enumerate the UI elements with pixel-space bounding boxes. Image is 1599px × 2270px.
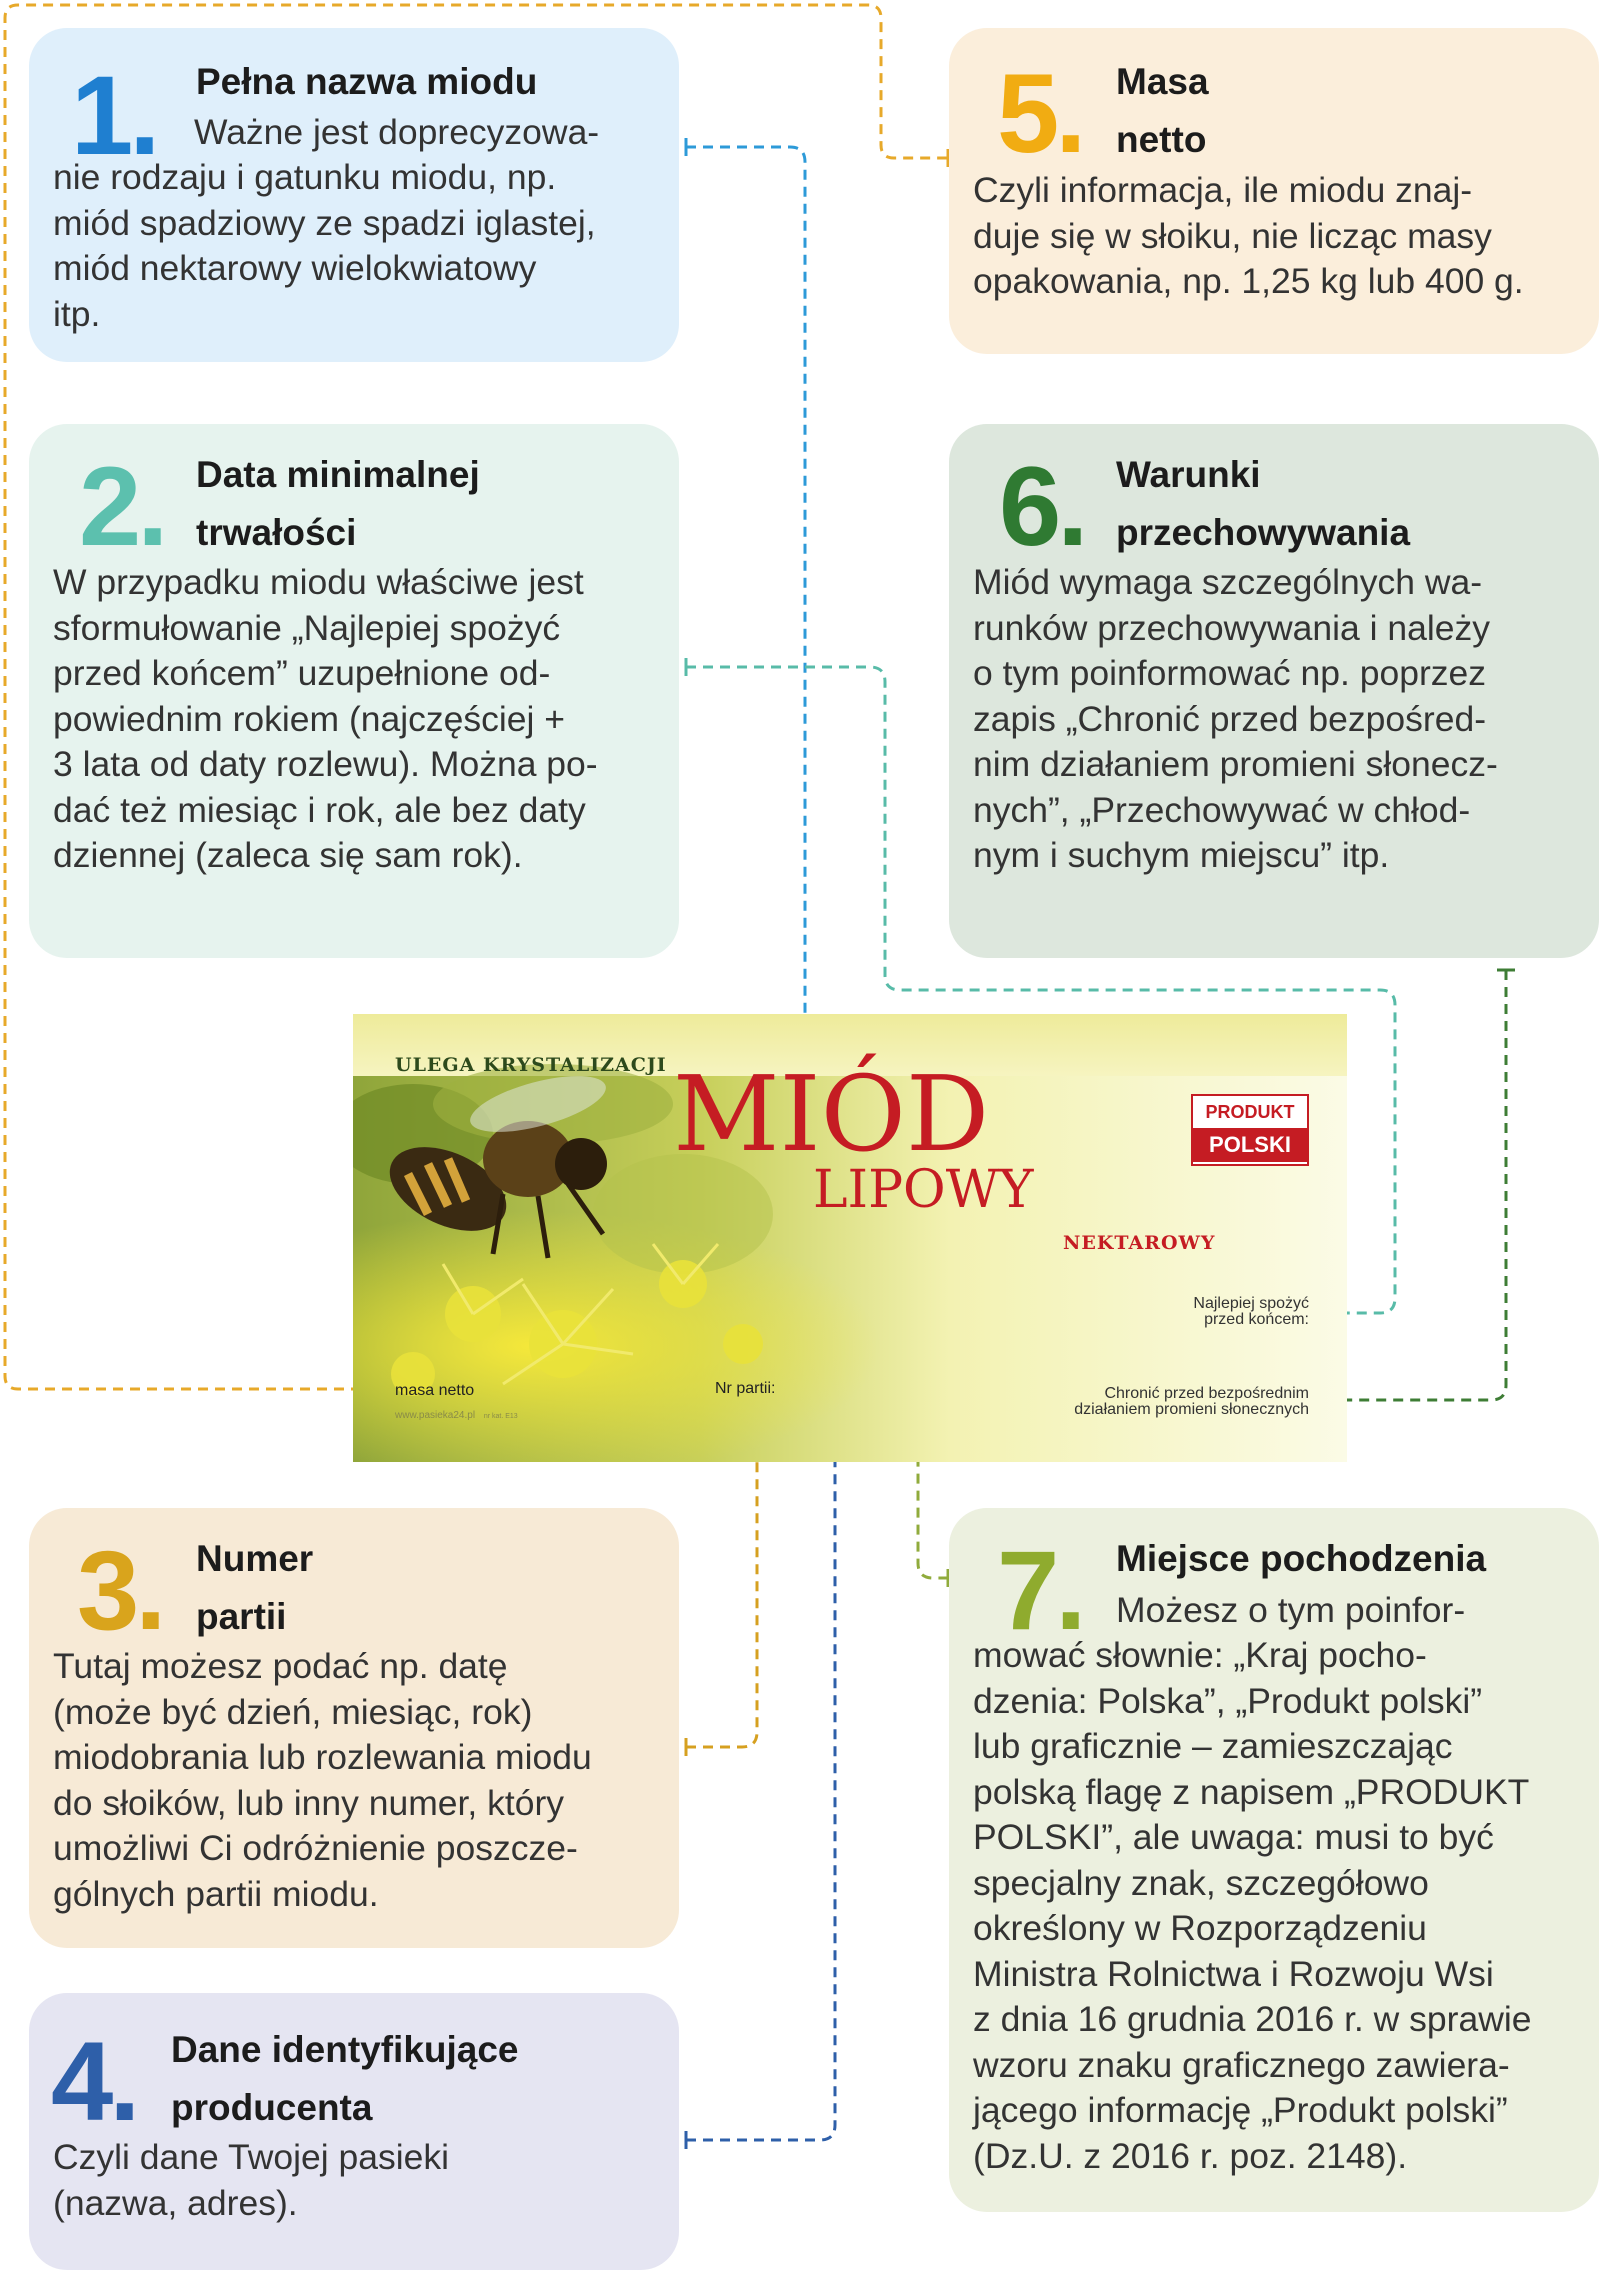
section-7-number: 7. <box>997 1528 1083 1653</box>
section-5-body: Czyli informacja, ile miodu znaj- duje się w słoiku, nie licząc masy opakowania, np. 1,25 kg lub 400 g. <box>973 170 1524 301</box>
section-1-body-rest: nie rodzaju i gatunku miodu, np. miód spadziowy ze spadzi iglastej, miód nektarowy wielokwiatowy itp. <box>53 157 596 334</box>
section-6-number: 6. <box>999 444 1085 569</box>
section-1-number: 1. <box>71 53 157 178</box>
section-2-number: 2. <box>79 444 165 569</box>
section-6-title: Warunki przechowywania <box>1116 454 1411 553</box>
section-2-title: Data minimalnej trwałości <box>196 454 480 553</box>
section-3-title: Numer partii <box>196 1538 314 1637</box>
section-4-card <box>29 1993 679 2270</box>
section-7-body: mować słownie: „Kraj pocho- dzenia: Polska”, „Produkt polski” lub graficznie – zamieszczając polską flagę z napisem „PRODUKT POLSKI”, ale uwaga: musi to być specjalny znak, szczegółowo określony w Rozporządzeniu Ministra Rolnictwa i Rozwoju Wsi z dnia 16 grudnia 2016 r. w sprawie wzoru znaku graficznego zawiera- jącego informację „Produkt polski” (Dz.U. z 2016 r. poz. 2148). <box>973 1635 1532 2176</box>
label-lipowy: LIPOWY <box>813 1160 1034 1220</box>
section-1-title: Pełna nazwa miodu <box>196 61 538 102</box>
section-5-number: 5. <box>997 51 1083 176</box>
section-4-body: Czyli dane Twojej pasieki (nazwa, adres). <box>53 2137 449 2223</box>
section-7-title: Miejsce pochodzenia <box>1116 1538 1487 1579</box>
section-3-number: 3. <box>77 1528 163 1653</box>
section-4-number: 4. <box>51 2019 137 2144</box>
produkt-polski-badge <box>1191 1094 1309 1166</box>
section-5-title: Masa netto <box>1116 61 1209 160</box>
section-1-body: Ważne jest doprecyzowa- <box>194 112 600 152</box>
section-7-card <box>949 1508 1599 2212</box>
label-nektarowy: NEKTAROWY <box>1063 1232 1216 1254</box>
section-3-body: Tutaj możesz podać np. datę (może być dzień, miesiąc, rok) miodobrania lub rozlewania miodu do słoików, lub inny numer, który umożliwi Ci odróżnienie poszcze- gólnych partii miodu. <box>53 1646 592 1914</box>
section-5-card <box>949 28 1599 354</box>
label-catalog-text: nr kat. E13 <box>483 1413 518 1420</box>
badge-polski: POLSKI <box>1193 1128 1307 1162</box>
section-7-body-first: Możesz o tym poinfor- <box>1116 1590 1466 1630</box>
label-website-text: www.pasieka24.pl <box>395 1410 476 1421</box>
label-masa-netto: masa netto <box>395 1382 475 1399</box>
label-miod: MIÓD <box>673 1053 990 1175</box>
section-2-card <box>29 424 679 958</box>
label-crystal-text: ULEGA KRYSTALIZACJI <box>395 1054 667 1076</box>
label-protect: Chronić przed bezpośrednim działaniem promieni słonecznych <box>1074 1385 1309 1418</box>
section-6-body: Miód wymaga szczególnych wa- runków przechowywania i należy o tym poinformować np. poprzez zapis „Chronić przed bezpośred- nim działaniem promieni słonecz- nych”, „Przechowywać w chłod- nym i suchym miejscu” itp. <box>973 562 1498 875</box>
section-2-body: W przypadku miodu właściwe jest sformułowanie „Najlepiej spożyć przed końcem” uzupełnione od- powiednim rokiem (najczęściej + 3 lata od daty rozlewu). Można po- dać też miesiąc i rok, ale bez daty dziennej (zaleca się sam rok). <box>53 562 598 875</box>
label-nr-partii: Nr partii: <box>715 1380 776 1397</box>
section-6-card <box>949 424 1599 958</box>
section-4-title: Dane identyfikujące producenta <box>171 2029 519 2128</box>
badge-produkt: PRODUKT <box>1205 1102 1295 1122</box>
section-1-card <box>29 28 679 362</box>
label-website <box>395 1410 518 1421</box>
label-best-before: Najlepiej spożyć przed końcem: <box>1193 1295 1309 1328</box>
honey-label <box>353 1014 1347 1462</box>
section-3-card <box>29 1508 679 1948</box>
